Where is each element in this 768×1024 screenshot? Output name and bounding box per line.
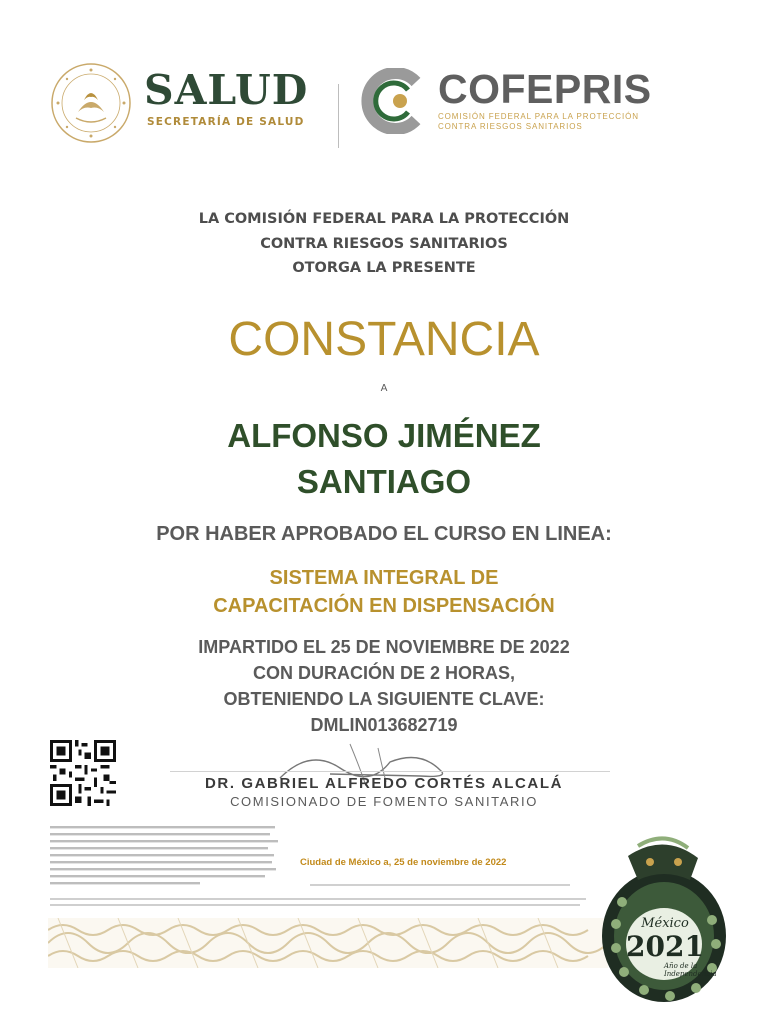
salud-wordmark: SALUD [144,66,309,114]
mexico-coat-of-arms-seal [50,62,132,144]
details-date: IMPARTIDO EL 25 DE NOVIEMBRE DE 2022 [198,637,570,657]
emblem-caption [664,962,724,978]
signature-line [170,771,610,772]
details-key-label: OBTENIENDO LA SIGUIENTE CLAVE: [223,689,545,709]
legal-footer-block [50,896,590,910]
mexico-2021-emblem [598,832,732,1004]
recipient-name-line-2: SANTIAGO [296,463,472,500]
cofepris-subtitle-line-2: CONTRA RIESGOS SANITARIOS [438,122,583,131]
emblem-caption-line-2: Independencia [664,970,717,978]
details-key-code: DMLIN013682719 [310,715,458,735]
issue-place-date: Ciudad de México a, 25 de noviembre de 2022 [300,857,507,868]
legal-notice-block [50,824,280,892]
details-duration: CON DURACIÓN DE 2 HORAS, [252,663,516,683]
emblem-year: 2021 [626,930,704,963]
signer-role: COMISIONADO DE FOMENTO SANITARIO [230,794,538,809]
salud-subtitle: SECRETARÍA DE SALUD [147,116,305,128]
intro-line-2: CONTRA RIESGOS SANITARIOS [260,235,508,252]
intro-text [0,207,768,281]
course-name [0,564,768,620]
cofepris-subtitle [438,112,639,132]
course-name-line-2: CAPACITACIÓN EN DISPENSACIÓN [213,595,555,617]
course-details [0,634,768,738]
certificate-title: CONSTANCIA [228,313,540,366]
approval-statement: POR HABER APROBADO EL CURSO EN LINEA: [156,523,612,545]
decorative-pattern-band [48,918,608,968]
cofepris-logo-icon [360,68,426,134]
header-divider [338,84,339,148]
signer-name: DR. GABRIEL ALFREDO CORTÉS ALCALÁ [204,775,564,792]
recipient-name-line-1: ALFONSO JIMÉNEZ [227,417,541,454]
intro-line-3: OTORGA LA PRESENTE [292,260,476,276]
cofepris-wordmark: COFEPRIS [438,66,652,112]
cofepris-subtitle-line-1: COMISIÓN FEDERAL PARA LA PROTECCIÓN [438,112,639,121]
recipient-name [0,413,768,505]
emblem-caption-line-1: Año de la [664,962,698,970]
emblem-country: México [641,916,689,931]
address-line [300,882,580,888]
intro-line-1: LA COMISIÓN FEDERAL PARA LA PROTECCIÓN [198,211,570,227]
preposition: A [380,383,388,394]
course-name-line-1: SISTEMA INTEGRAL DE [269,567,499,589]
